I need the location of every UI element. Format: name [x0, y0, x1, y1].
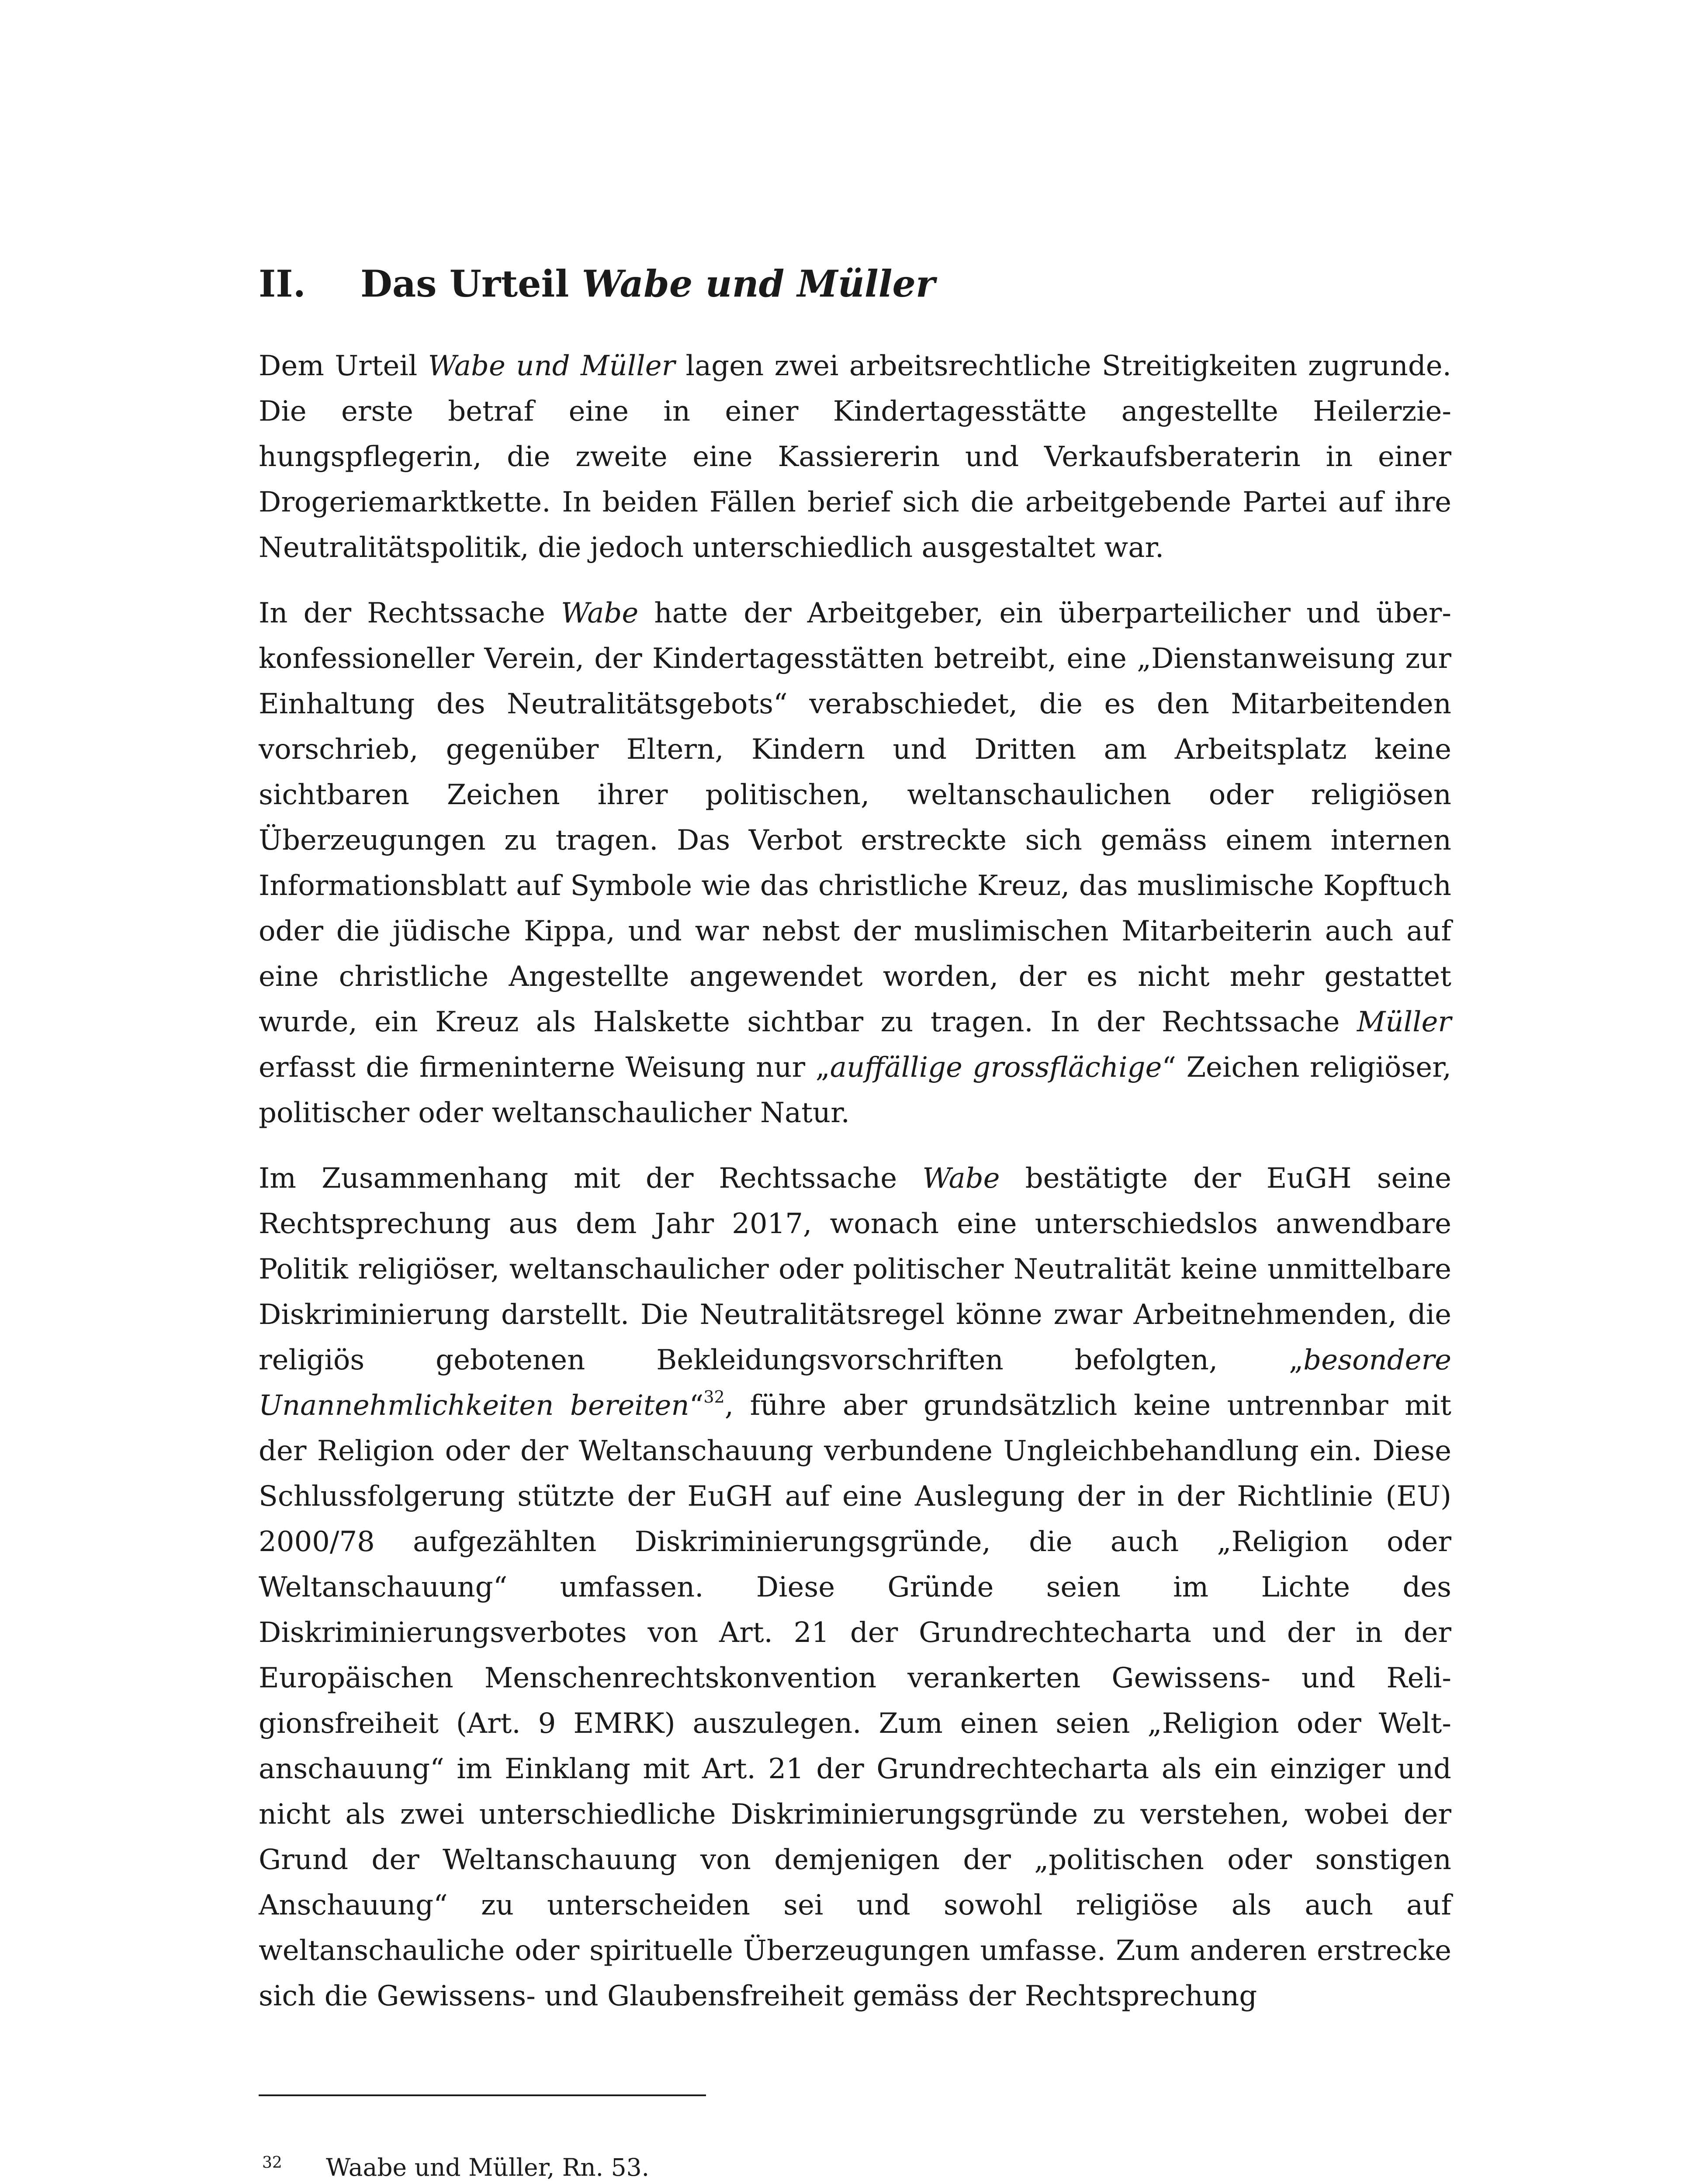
footnote-ref[interactable]: 32	[703, 1387, 725, 1406]
paragraph-2	[259, 591, 1451, 1136]
quote-italic: besondere Unannehmlichkeiten bereiten	[259, 1344, 1451, 1422]
text-run: Dem Urteil	[259, 350, 428, 382]
paragraph-3	[259, 1156, 1451, 2019]
text-run: , führe aber grundsätzlich keine untrennbar mit der Religion oder der Weltanschauung verbundene Ungleichbehandlung ein. Diese Schlussfolgerung stützte der EuGH auf eine Auslegung der in der Richtlinie (EU) 2000/78 aufgezählten Diskriminierungsgründe, die auch „Religion oder Weltanschauung“ umfassen. Diese Gründe seien im Lichte des Diskriminierungsverbotes von Art. 21 der Grundrechtecharta und der in der Europäischen Menschenrechtskonvention verankerten Gewissens- und Religionsfreiheit (Art. 9 EMRK) auszulegen. Zum einen seien „Religion oder Weltanschauung“ im Einklang mit Art. 21 der Grundrechtecharta als ein einziger und nicht als zwei unterschiedliche Diskriminierungsgründe zu verstehen, wobei der Grund der Weltanschauung von demjenigen der „politischen oder sonstigen Anschauung“ zu unterscheiden sei und sowohl religiöse als auch auf weltanschauliche oder spirituelle Überzeugungen umfasse. Zum anderen erstrecke sich die Gewissens- und Glaubensfreiheit gemäss der Rechtsprechung	[259, 1389, 1451, 2012]
case-name-italic: Müller	[1357, 1006, 1451, 1038]
paragraph-1	[259, 343, 1451, 570]
case-name-italic: Wabe und Müller	[428, 350, 675, 382]
text-run: bestätigte der EuGH seine Rechtsprechung aus dem Jahr 2017, wonach eine unterschiedslos anwendbare Politik religiöser, weltanschaulicher oder politischer Neutralität keine unmittelbare Diskriminierung darstellt. Die Neutralitätsregel könne zwar Arbeitnehmenden, die religiös gebotenen Bekleidungsvorschriften befolgten, „	[259, 1162, 1452, 1376]
footnote	[262, 2146, 1442, 2184]
text-run: “	[689, 1389, 704, 1422]
footnote-divider	[259, 2094, 706, 2096]
case-name-italic: Wabe	[561, 597, 639, 629]
text-run: “ Zeichen religiöser, politischer oder weltanschaulicher Natur.	[259, 1051, 1452, 1129]
footnote-text: Waabe und Müller, Rn. 53.	[326, 2153, 650, 2181]
text-run: erfasst die firmeninterne Weisung nur „	[259, 1051, 830, 1084]
text-run: hatte der Arbeitgeber, ein überparteilicher und überkonfessioneller Verein, der Kindertagesstätten betreibt, eine „Dienstanweisung zur Einhaltung des Neutralitätsgebots“ verabschiedet, die es den Mitarbeitenden vorschrieb, gegenüber Eltern, Kindern und Dritten am Arbeitsplatz keine sichtbaren Zeichen ihrer politischen, weltanschaulichen oder religiösen Überzeugungen zu tragen. Das Verbot erstreckte sich gemäss einem internen Informationsblatt auf Symbole wie das christliche Kreuz, das muslimische Kopftuch oder die jüdische Kippa, und war nebst der muslimischen Mitarbeiterin auch auf eine christliche Angestellte angewendet worden, der es nicht mehr gestattet wurde, ein Kreuz als Halskette sichtbar zu tragen. In der Rechtssache	[259, 597, 1452, 1038]
footnote-number: 32	[262, 2154, 282, 2172]
section-heading	[259, 258, 1464, 310]
quote-italic: auffällige grossflächige	[830, 1051, 1162, 1084]
text-run: Im Zusammenhang mit der Rechtssache	[259, 1162, 923, 1195]
text-run: In der Rechtssache	[259, 597, 561, 629]
body-text	[259, 343, 1451, 2039]
section-title-text: Das Urteil	[360, 262, 582, 305]
section-title-italic: Wabe und Müller	[582, 262, 935, 305]
case-name-italic: Wabe	[922, 1162, 1000, 1195]
text-run: lagen zwei arbeitsrechtliche Streitigkeiten zugrunde. Die erste betraf eine in einer Kindertagesstätte angestellte Heilerziehungspflegerin, die zweite eine Kassiererin und Verkaufsberaterin in einer Drogeriemarktkette. In beiden Fällen berief sich die arbeitgebende Partei auf ihre Neutralitätspolitik, die jedoch unterschiedlich ausgestaltet war.	[259, 350, 1452, 564]
section-number: II.	[259, 262, 306, 305]
